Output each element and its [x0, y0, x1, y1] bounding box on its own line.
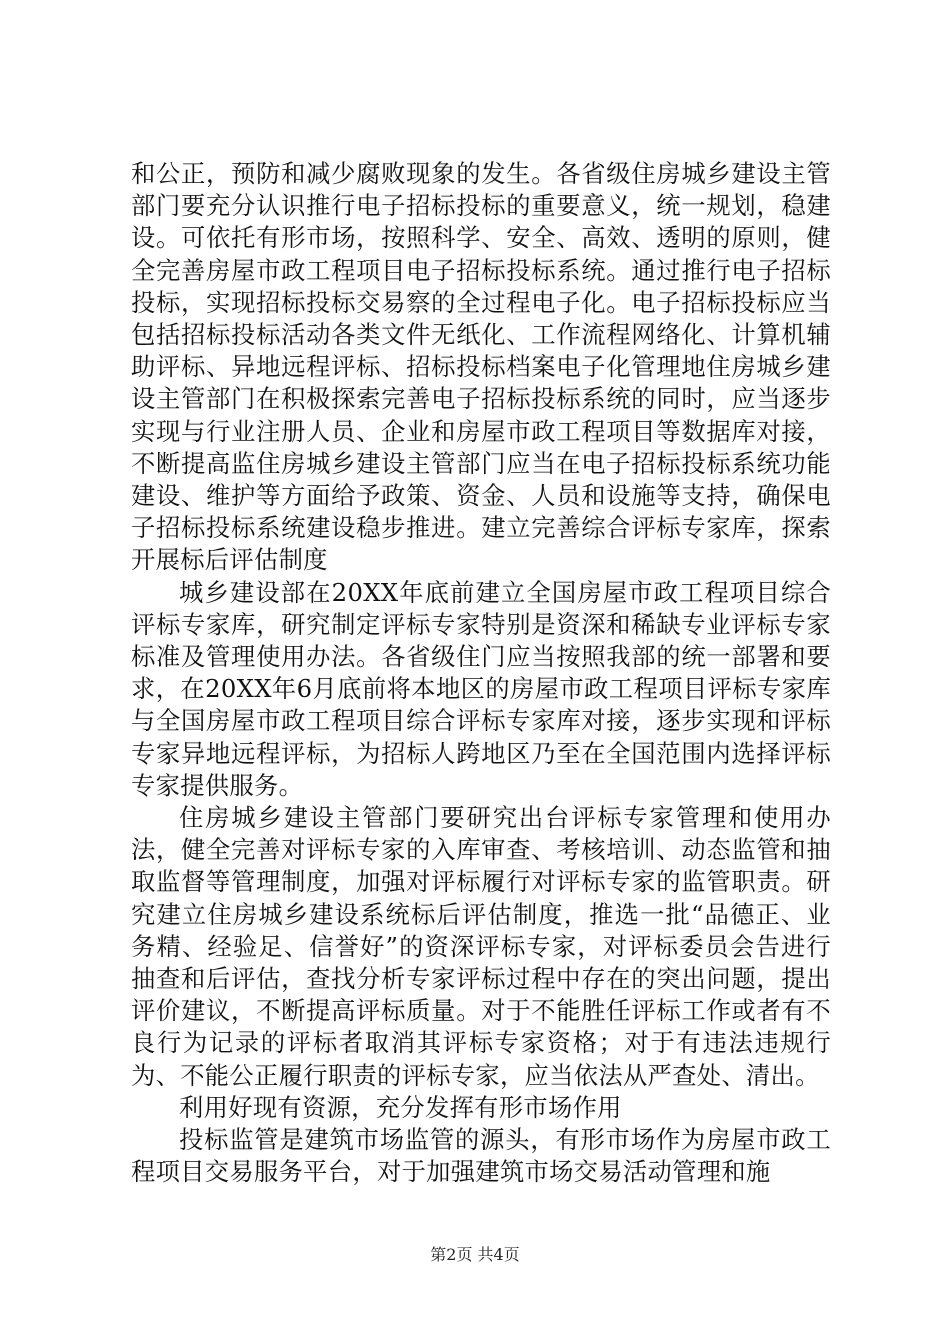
section-heading: 利用好现有资源，充分发挥有形市场作用: [179, 1092, 622, 1122]
document-body: [131, 158, 831, 1189]
paragraph-tangible-market: 投标监管是建筑市场监管的源头，有形市场作为房屋市政工程项目交易服务平台，对于加强建筑市场交易活动管理和施: [131, 1125, 831, 1187]
page-footer: 第2页 共4页: [430, 1245, 520, 1264]
paragraph-expert-database: 城乡建设部在20XX年底前建立全国房屋市政工程项目综合评标专家库，研究制定评标专家特别是资深和稀缺专业评标专家标准及管理使用办法。各省级住门应当按照我部的统一部署和要求，在20XX年6月底前将本地区的房屋市政工程项目评标专家库与全国房屋市政工程项目综合评标专家库对接，逐步实现和评标专家异地远程评标，为招标人跨地区乃至在全国范围内选择评标专家提供服务。: [131, 577, 831, 800]
paragraph-continuation: 和公正，预防和减少腐败现象的发生。各省级住房城乡建设主管部门要充分认识推行电子招标投标的重要意义，统一规划，稳建设。可依托有形市场，按照科学、安全、高效、透明的原则，健全完善房屋市政工程项目电子招标投标系统。通过推行电子招标投标，实现招标投标交易察的全过程电子化。电子招标投标应当包括招标投标活动各类文件无纸化、工作流程网络化、计算机辅助评标、异地远程评标、招标投标档案电子化管理地住房城乡建设主管部门在积极探索完善电子招标投标系统的同时，应当逐步实现与行业注册人员、企业和房屋市政工程项目等数据库对接，不断提高监住房城乡建设主管部门应当在电子招标投标系统功能建设、维护等方面给予政策、资金、人员和设施等支持，确保电子招标投标系统建设稳步推进。建立完善综合评标专家库，探索开展标后评估制度: [131, 159, 831, 575]
paragraph-expert-management: 住房城乡建设主管部门要研究出台评标专家管理和使用办法，健全完善对评标专家的入库审查、考核培训、动态监管和抽取监督等管理制度，加强对评标履行对评标专家的监管职责。研究建立住房城乡建设系统标后评估制度，推选一批“品德正、业务精、经验足、信誉好”的资深评标专家，对评标委员会告进行抽查和后评估，查找分析专家评标过程中存在的突出问题，提出评价建议，不断提高评标质量。对于不能胜任评标工作或者有不良行为记录的评标者取消其评标专家资格；对于有违法违规行为、不能公正履行职责的评标专家，应当依法从严查处、清出。: [131, 803, 831, 1090]
